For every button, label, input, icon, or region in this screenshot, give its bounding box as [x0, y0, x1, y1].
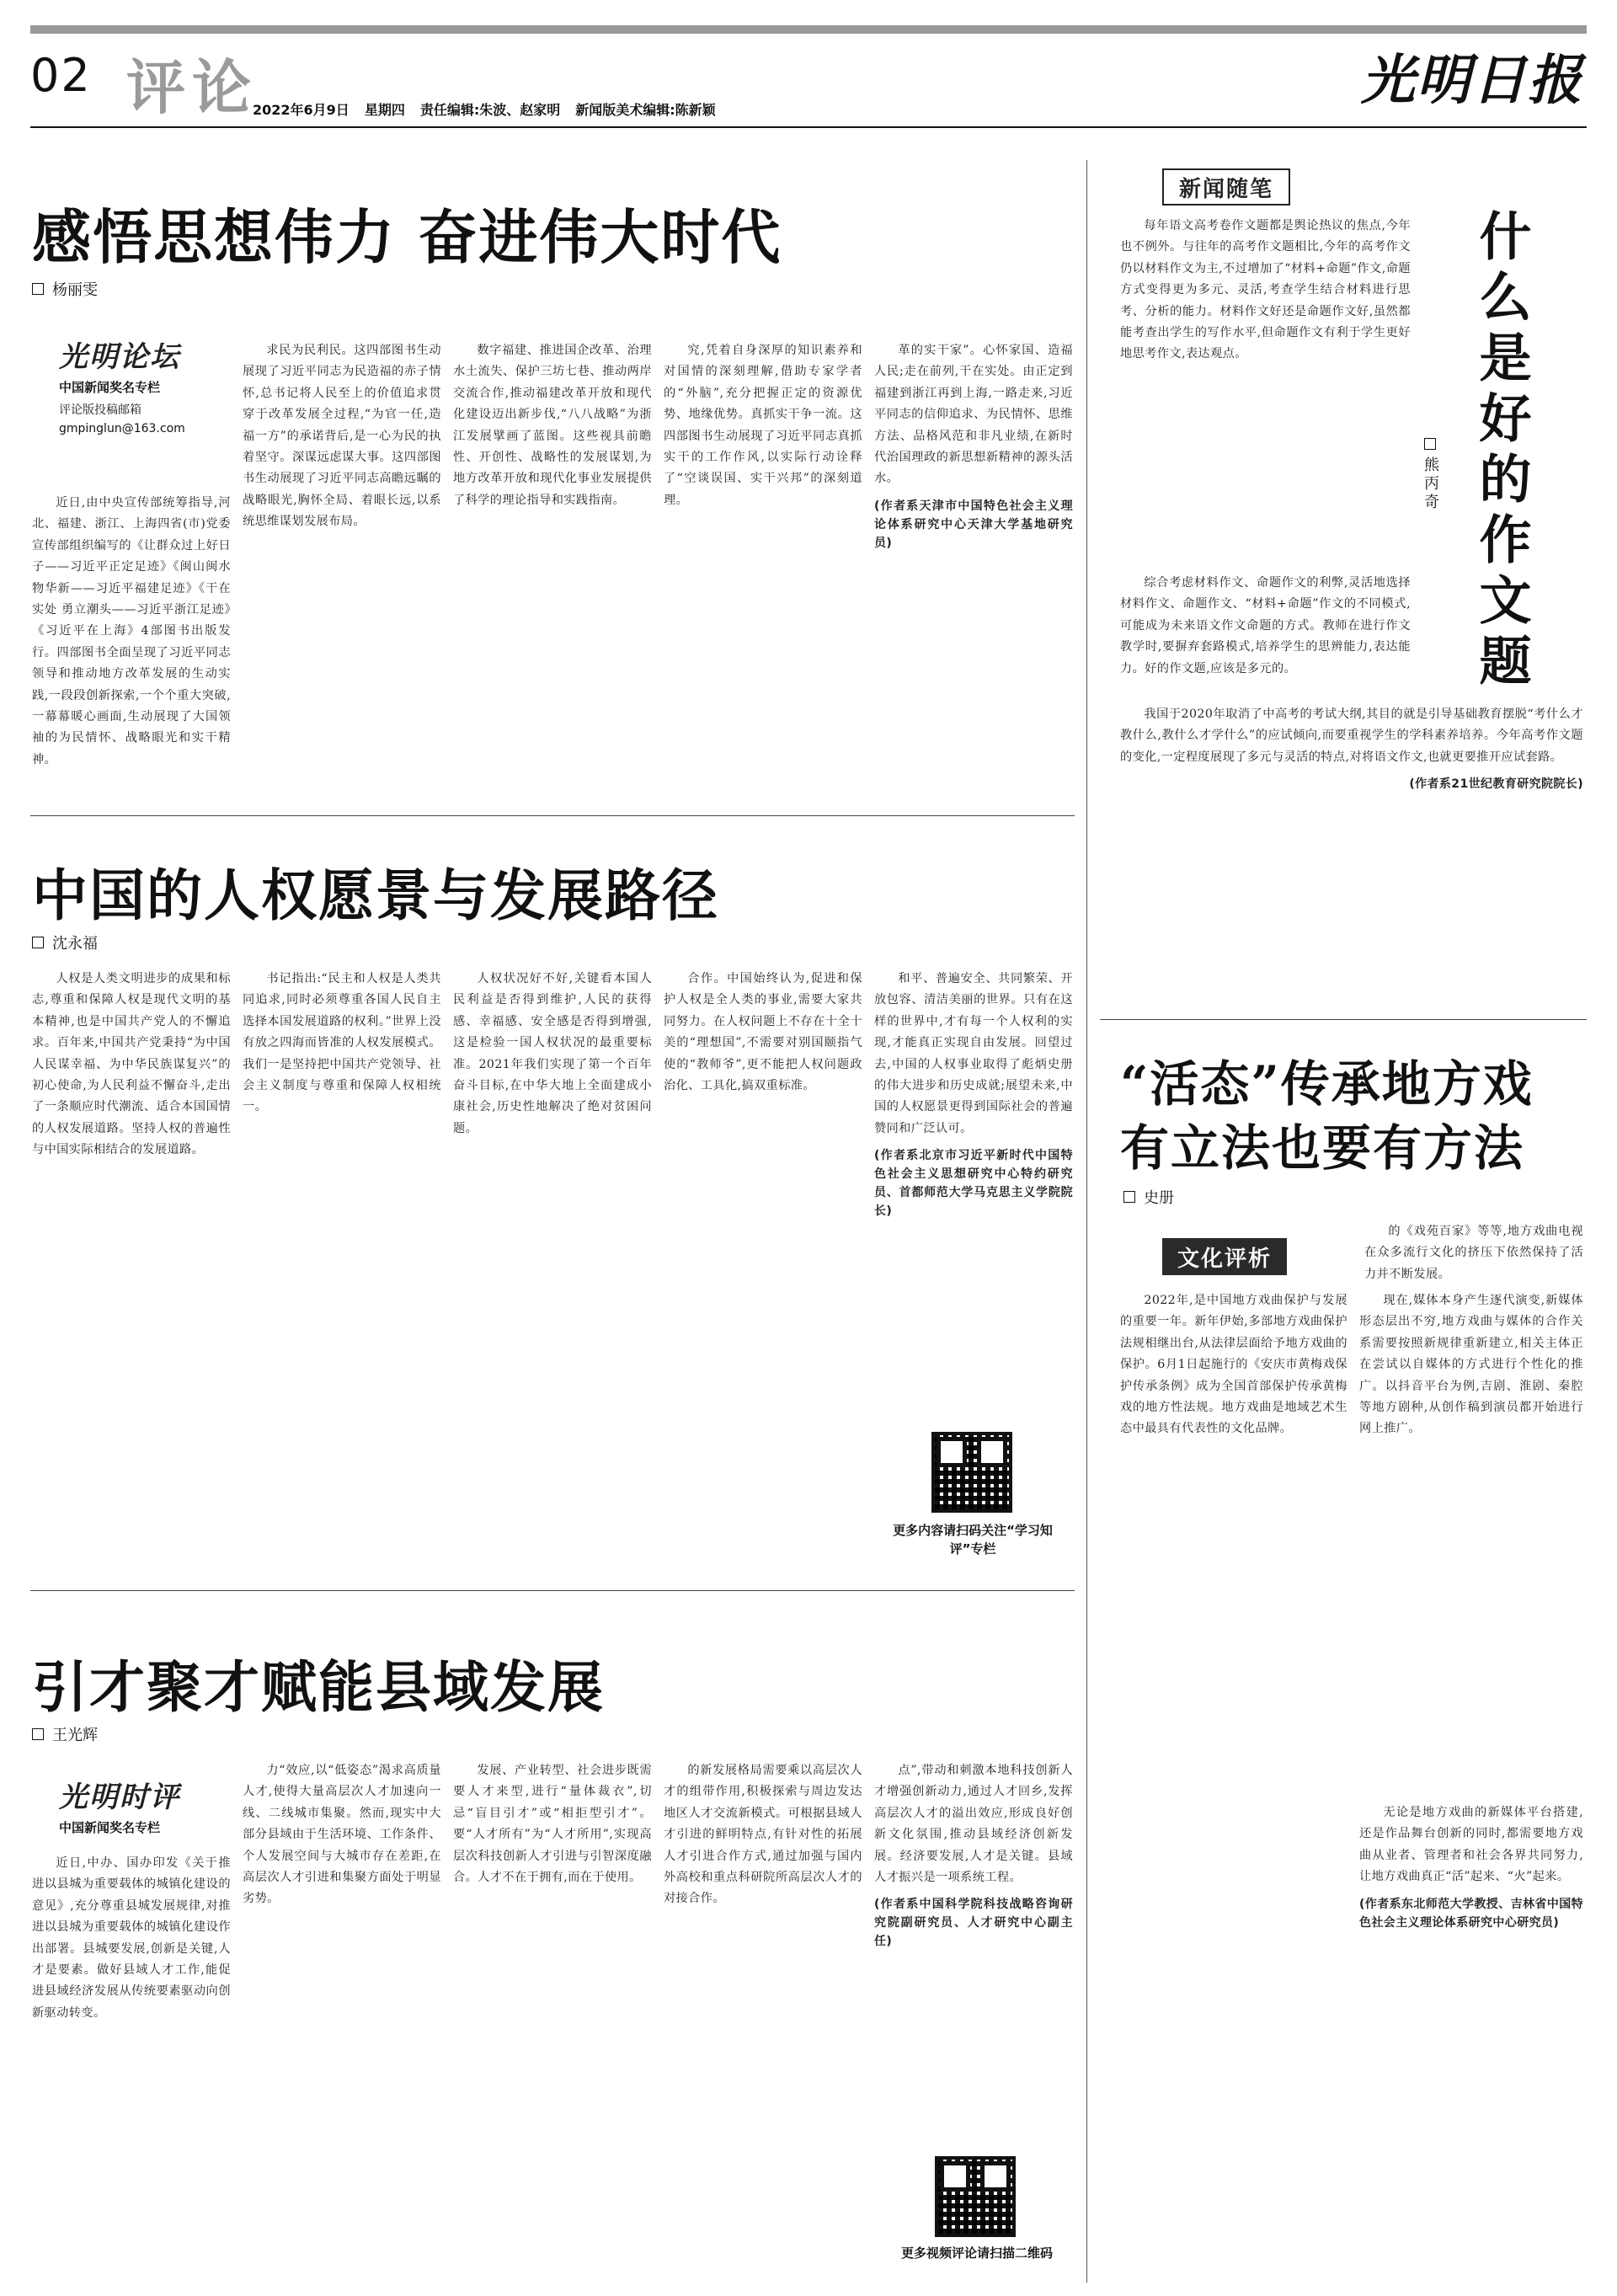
article2-qr-code[interactable] [931, 1432, 1012, 1513]
article2-col5 [874, 969, 1073, 1322]
page-number: 02 [30, 49, 92, 102]
article5-col1 [1120, 1290, 1348, 2283]
article2-col1-text: 人权是人类文明进步的成果和标志,尊重和保障人权是现代文明的基本精神,也是中国共产党人的不懈追求。百年来,中国共产党秉持“为中国人民谋幸福、为中华民族谋复兴”的初心使命,为人民利益不懈奋斗,走出了一条顺应时代潮流、适合本国国情的人权发展道路。坚持人权的普遍性与中国实际相结合的发展道路。 [32, 972, 231, 1157]
byline-box-icon [1123, 1191, 1135, 1203]
article3-col3-text: 发展、产业转型、社会进步既需要人才来型,进行“量体裁衣”,切忌“盲目引才”或“相拒型引才”。要“人才所有”为“人才所用”,实现高层次科技创新人才引进与引智深度融合。人才不在于拥有,而在于使用。 [453, 1764, 652, 1885]
section-name: 评论 [126, 53, 258, 122]
article1-byline [32, 278, 98, 300]
article5-tag: 文化评析 [1162, 1238, 1287, 1275]
article1-col3 [453, 340, 652, 800]
art-editor: 新闻版美术编辑:陈新颖 [575, 102, 716, 118]
article1-col2-text: 求民为民利民。这四部图书生动展现了习近平同志为民造福的赤子情怀,总书记将人民至上的价值追求贯穿于改革发展全过程,“为官一任,造福一方”的承诺背后,是一心为民的执着坚守。深谋远虑谋大事。这四部图书生动展现了习近平同志高瞻远瞩的战略眼光,胸怀全局、着眼长远,以系统思维谋划发展布局。 [243, 344, 441, 529]
article4-byline [1419, 438, 1441, 512]
article5-col3-text: 无论是地方戏曲的新媒体平台搭建,还是作品舞台创新的同时,都需要地方戏曲从业者、管理者和社会各界共同努力,让地方戏曲真正“活”起来、“火”起来。 [1359, 1806, 1583, 1884]
article5-col1-text: 2022年,是中国地方戏曲保护与发展的重要一年。新年伊始,多部地方戏曲保护法规相继出台,从法律层面给予地方戏曲的保护。6月1日起施行的《安庆市黄梅戏保护传承条例》成为全国首部保护传承黄梅戏的地方性法规。地方戏曲是地域艺术生态中最具有代表性的文化品牌。 [1120, 1294, 1348, 1436]
article2-col5-text: 和平、普遍安全、共同繁荣、开放包容、清洁美丽的世界。只有在这样的世界中,才有每一个人权利的实现,才能真正实现自由发展。回望过去,中国的人权事业取得了彪炳史册的伟大进步和历史成就;展望未来,中国的人权愿景更得到国际社会的普遍赞同和广泛认可。 [874, 972, 1073, 1135]
article1-col2 [243, 340, 441, 800]
article3-col4 [664, 1760, 862, 2283]
article3-author-note: (作者系中国科学院科技战略咨询研究院副研究员、人才研究中心副主任) [874, 1898, 1073, 1949]
article1-col4-text: 究,凭着自身深厚的知识素养和对国情的深刻理解,借助专家学者的“外脑”,充分把握正定的资源优势、地缘优势。真抓实干争一流。这四部图书生动展现了习近平同志真抓实干的工作作风,以实际行动诠释了“空谈误国、实干兴邦”的深刻道理。 [664, 344, 862, 507]
article4-col1-text: 每年语文高考卷作文题都是舆论热议的焦点,今年也不例外。与往年的高考作文题相比,今年的高考作文仍以材料作文为主,不过增加了“材料+命题”作文,命题方式变得更为多元、灵活,考查学生结合材料进行思考、分析的能力。材料作文好还是命题作文好,虽然都能考查出学生的写作水平,但命题作文有利于学生更好地思考作文,表达观点。 [1120, 219, 1411, 361]
right-column-divider [1086, 160, 1087, 2283]
article3-col1 [32, 1853, 231, 2283]
article4-col3 [1120, 704, 1583, 1007]
article4-col2 [1120, 573, 1411, 699]
article5-col3 [1359, 1802, 1583, 2283]
article2-col1 [32, 969, 231, 1575]
article1-headline: 感悟思想伟力 奋进伟大时代 [32, 202, 782, 272]
article5-headline-line1: “活态”传承地方戏 [1120, 1055, 1534, 1113]
badge-title: 光明论坛 [59, 340, 180, 374]
article4-author-note: (作者系21世纪教育研究院院长) [1409, 777, 1583, 792]
article3-col5 [874, 1760, 1073, 2131]
article1-bottom-rule [30, 815, 1075, 816]
issue-weekday: 星期四 [364, 102, 405, 118]
top-grey-bar [30, 25, 1587, 34]
article3-col1-text: 近日,中办、国办印发《关于推进以县城为重要载体的城镇化建设的意见》,充分尊重县城发展规律,对推进以县城为重要载体的城镇化建设作出部署。县城要发展,创新是关键,人才是要素。做好县域人才工作,能促进县域经济发展从传统要素驱动向创新驱动转变。 [32, 1856, 231, 2020]
article2-headline: 中国的人权愿景与发展路径 [32, 862, 719, 928]
article2-col4-text: 合作。中国始终认为,促进和保护人权是全人类的事业,需要大家共同努力。在人权问题上不存在十全十美的“理想国”,不需要对别国颐指气使的“教师爷”,更不能把人权问题政治化、工具化,搞双重标准。 [664, 972, 862, 1093]
article3-qr-code[interactable] [935, 2156, 1016, 2237]
issue-date: 2022年6月9日 [253, 102, 350, 118]
header-info [253, 99, 716, 119]
badge-subtitle: 中国新闻奖名专栏 [59, 1820, 161, 1835]
header-rule [30, 126, 1587, 128]
byline-box-icon [32, 1728, 44, 1740]
article5-byline [1123, 1186, 1174, 1208]
article3-byline [32, 1723, 98, 1745]
article5-col2-text: 现在,媒体本身产生逐代演变,新媒体形态层出不穷,地方戏曲与媒体的合作关系需要按照新规律重新建立,相关主体正在尝试以自媒体的方式进行个性化的推广。以抖音平台为例,吉剧、淮剧、秦腔等地方剧种,从创作稿到演员都开始进行网上推广。 [1359, 1294, 1583, 1436]
article4-author: 熊丙奇 [1422, 457, 1439, 512]
byline-box-icon [32, 283, 44, 295]
article3-col5-text: 点”,带动和刺激本地科技创新人才增强创新动力,通过人才回乡,发挥高层次人才的溢出效应,形成良好创新文化氛围,推动县域经济创新发展。经济要发展,人才是关键。县域人才振兴是一项系统工程。 [874, 1764, 1073, 1885]
badge-email-label: 评论版投稿邮箱 [59, 403, 141, 417]
article3-headline: 引才聚才赋能县域发展 [32, 1654, 605, 1720]
article1-author-note: (作者系天津市中国特色社会主义理论体系研究中心天津大学基地研究员) [874, 499, 1073, 550]
article4-headline: 什么是好的作文题 [1470, 209, 1532, 694]
article5-author-note: (作者系东北师范大学教授、吉林省中国特色社会主义理论体系研究中心研究员) [1359, 1897, 1583, 1930]
article4-col1 [1120, 216, 1411, 569]
article3-qr-caption: 更多视频评论请扫描二维码 [901, 2245, 1054, 2261]
article3-col2-text: 力“效应,以“低姿态”渴求高质量人才,使得大量高层次人才加速向一线、二线城市集聚。然而,现实中大部分县域由于生活环境、工作条件、个人发展空间与大城市存在差距,在高层次人才引进和集聚方面处于明显劣势。 [243, 1764, 441, 1906]
article5-col0-text: 的《戏苑百家》等等,地方戏曲电视在众多流行文化的挤压下依然保持了活力并不断发展。 [1364, 1225, 1583, 1281]
article3-author: 王光辉 [52, 1727, 98, 1744]
article1-author: 杨丽雯 [52, 281, 98, 299]
article3-col2 [243, 1760, 441, 2283]
byline-box-icon [1424, 438, 1436, 450]
article2-bottom-rule [30, 1590, 1075, 1591]
article4-tag: 新闻随笔 [1162, 168, 1290, 206]
byline-box-icon [32, 937, 44, 948]
masthead-logo: 光明日报 [1361, 49, 1583, 112]
article3-col3 [453, 1760, 652, 2283]
responsible-editors: 责任编辑:朱波、赵家明 [419, 102, 561, 118]
article2-col2 [243, 969, 441, 1575]
article5-col0 [1364, 1221, 1583, 1285]
article2-author: 沈永福 [52, 935, 98, 953]
article1-col5 [874, 340, 1073, 800]
article1-column-badge [59, 334, 211, 438]
article3-col4-text: 的新发展格局需要乘以高层次人才的组带作用,积极探索与周边发达地区人才交流新模式。可根据县域人才引进的鲜明特点,有针对性的拓展人才引进合作方式,通过加强与国内外高校和重点科研院所高层次人才的对接合作。 [664, 1764, 862, 1906]
article3-column-badge [59, 1774, 219, 1836]
article1-col1-text: 近日,由中央宣传部统筹指导,河北、福建、浙江、上海四省(市)党委宣传部组织编写的《让群众过上好日子——习近平正定足迹》《闽山闽水物华新——习近平福建足迹》《干在实处 勇立潮头——习近平浙江足迹》《习近平在上海》4部图书出版发行。四部图书全面呈现了习近平同志领导和推动地方改革发展的生动实践,一段段创新探索,一个个重大突破,一幕幕暖心画面,生动展现了大国领袖的为民情怀、战略眼光和实干精神。 [32, 496, 231, 766]
article1-col3-text: 数字福建、推进国企改革、治理水土流失、保护三坊七巷、推动两岸交流合作,推动福建改革开放和现代化建设迈出新步伐,“八八战略”为浙江发展擘画了蓝图。这些视具前瞻性、开创性、战略性的发展谋划,为地方改革开放和现代化事业发展提供了科学的理论指导和实践指南。 [453, 344, 652, 507]
article2-qr-caption: 更多内容请扫码关注“学习知评”专栏 [893, 1523, 1053, 1556]
article1-col5-text: 革的实干家”。心怀家国、造福人民;走在前列,干在实处。由正定到福建到浙江再到上海,一路走来,习近平同志的信仰追求、为民情怀、思维方法、品格风范和非凡业绩,在新时代治国理政的新思想新精神的源头活水。 [874, 344, 1073, 486]
article2-byline [32, 932, 98, 953]
article4-col3-text: 我国于2020年取消了中高考的考试大纲,其目的就是引导基础教育摆脱“考什么才教什么,教什么才学什么”的应试倾向,而要重视学生的学科素养培养。今年高考作文题的变化,一定程度展现了多元与灵活的特点,对将语文作文,也就更要推开应试套路。 [1120, 707, 1583, 764]
article2-col2-text: 书记指出:“民主和人权是人类共同追求,同时必须尊重各国人民自主选择本国发展道路的权利。”世界上没有放之四海而皆准的人权发展模式。我们一是坚持把中国共产党领导、社会主义制度与尊重和保障人权相统一。 [243, 972, 441, 1114]
article5-headline-line2: 有立法也要有方法 [1120, 1119, 1525, 1177]
article5-col2 [1359, 1290, 1583, 1796]
article5-author: 史册 [1144, 1189, 1174, 1207]
badge-email: gmpinglun@163.com [59, 422, 185, 435]
article4-col2-text: 综合考虑材料作文、命题作文的利弊,灵活地选择材料作文、命题作文、“材料+命题”作文的不同模式,可能成为未来语文作文命题的方式。教师在进行作文教学时,要摒弃套路模式,培养学生的思辨能力,表达能力。好的作文题,应该是多元的。 [1120, 576, 1411, 675]
badge-subtitle: 中国新闻奖名专栏 [59, 380, 161, 395]
article1-col4 [664, 340, 862, 800]
article2-col3-text: 人权状况好不好,关键看本国人民利益是否得到维护,人民的获得感、幸福感、安全感是否得到增强,这是检验一国人权状况的最重要标准。2021年我们实现了第一个百年奋斗目标,在中华大地上全面建成小康社会,历史性地解决了绝对贫困问题。 [453, 972, 652, 1135]
article2-col3 [453, 969, 652, 1575]
article1-col1 [32, 493, 231, 800]
article4-bottom-rule [1100, 1019, 1587, 1020]
badge-title: 光明时评 [59, 1781, 180, 1814]
article2-author-note: (作者系北京市习近平新时代中国特色社会主义思想研究中心特约研究员、首都师范大学马克思主义学院院长) [874, 1149, 1073, 1219]
article2-col4 [664, 969, 862, 1575]
